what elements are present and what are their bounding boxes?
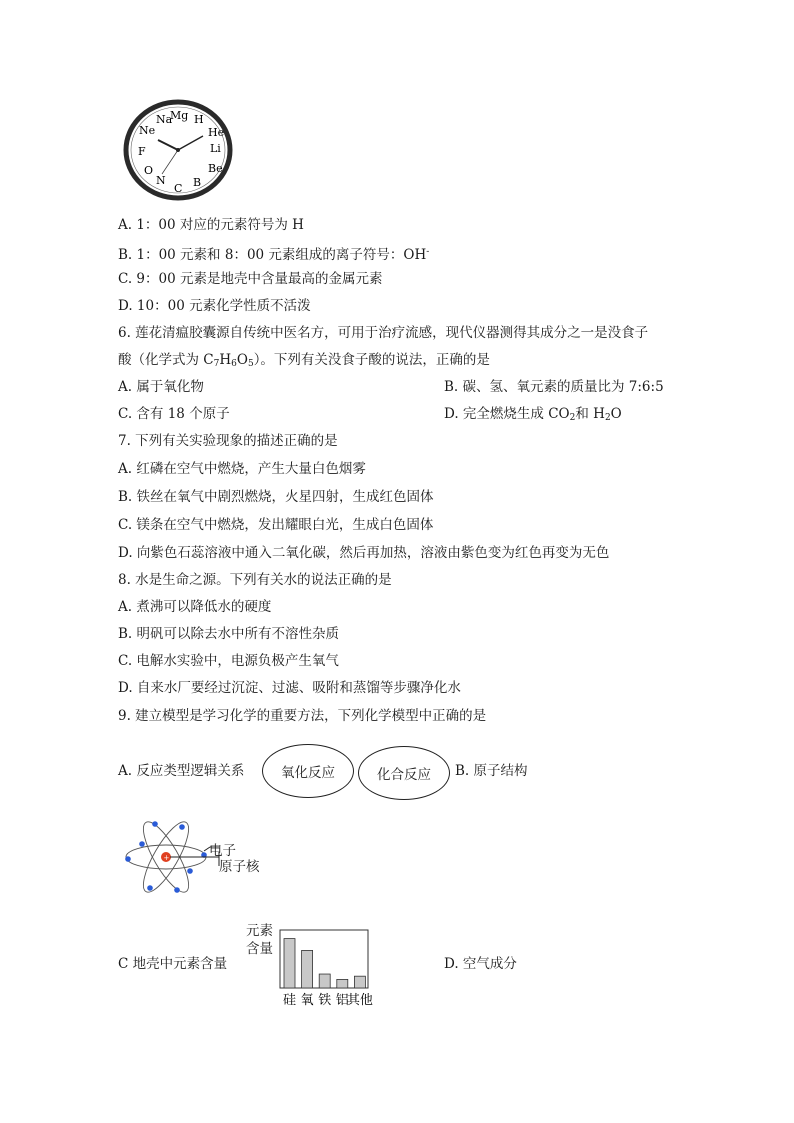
q6-stem-line1: 6. 莲花清瘟胶囊源自传统中医名方，可用于治疗流感，现代仪器测得其成分之一是没食子 — [118, 325, 649, 341]
clock-label: C — [174, 182, 183, 195]
ellipse-combination-reaction: 化合反应 — [358, 746, 450, 800]
q5-option-c: C. 9：00 元素是地壳中含量最高的金属元素 — [118, 271, 383, 287]
electron — [179, 824, 185, 830]
q6-option-b: B. 碳、氢、氧元素的质量比为 7:6:5 — [444, 379, 664, 395]
chart-tick-label: 氧 — [300, 993, 314, 1008]
q9-option-c-label: C 地壳中元素含量 — [118, 956, 228, 972]
chart-bar — [284, 939, 295, 988]
q9-option-d-label: D. 空气成分 — [444, 956, 517, 972]
q8-option-b: B. 明矾可以除去水中所有不溶性杂质 — [118, 626, 340, 642]
chart-bar — [354, 976, 365, 988]
chart-bar — [302, 950, 313, 988]
chart-tick-label: 铝 — [335, 993, 349, 1008]
q7-option-c: C. 镁条在空气中燃烧，发出耀眼白光，生成白色固体 — [118, 517, 434, 533]
clock-label: Na — [156, 113, 173, 126]
clock-label: Li — [210, 142, 221, 155]
electron — [187, 868, 193, 874]
q7-stem: 7. 下列有关实验现象的描述正确的是 — [118, 433, 338, 449]
q5-option-b: B. 1：00 元素和 8：00 元素组成的离子符号：OH- — [118, 247, 430, 263]
q8-option-d: D. 自来水厂要经过沉淀、过滤、吸附和蒸馏等步骤净化水 — [118, 680, 461, 696]
q7-option-a: A. 红磷在空气中燃烧，产生大量白色烟雾 — [118, 461, 366, 477]
q9-option-a-label: A. 反应类型逻辑关系 — [118, 763, 245, 779]
q5-option-d: D. 10：00 元素化学性质不活泼 — [118, 298, 311, 314]
q9-stem: 9. 建立模型是学习化学的重要方法，下列化学模型中正确的是 — [118, 708, 487, 724]
clock-label: N — [156, 174, 166, 187]
q9-option-b-label: B. 原子结构 — [455, 763, 528, 779]
electron — [174, 887, 180, 893]
q7-option-d: D. 向紫色石蕊溶液中通入二氧化碳，然后再加热，溶液由紫色变为红色再变为无色 — [118, 545, 610, 561]
electron — [139, 841, 145, 847]
ellipse-oxidation-reaction: 氧化反应 — [262, 744, 354, 798]
chart-bar — [337, 979, 348, 988]
q6-option-c: C. 含有 18 个原子 — [118, 406, 230, 422]
clock-label: O — [144, 164, 154, 177]
chart-tick-label: 铁 — [318, 993, 332, 1008]
electron — [125, 856, 131, 862]
crust-element-bar-chart — [278, 928, 374, 1010]
q8-stem: 8. 水是生命之源。下列有关水的说法正确的是 — [118, 572, 392, 588]
clock-label: H — [194, 113, 204, 126]
electron — [152, 821, 158, 827]
chart-tick-label: 硅 — [282, 993, 297, 1008]
q6-option-d: D. 完全燃烧生成 $CO_2$和 $H_2O$ — [444, 406, 622, 423]
svg-text:+: + — [163, 854, 170, 862]
q6-option-a: A. 属于氧化物 — [118, 379, 204, 395]
q5-option-a: A. 1：00 对应的元素符号为 H — [118, 217, 304, 233]
atom-label-nucleus: 原子核 — [219, 859, 260, 875]
q8-option-a: A. 煮沸可以降低水的硬度 — [118, 599, 272, 615]
clock-label: Ne — [139, 124, 156, 137]
chart-tick-label: 其他 — [346, 993, 373, 1008]
clock-label: Be — [208, 162, 223, 175]
clock-label: He — [208, 126, 225, 139]
q7-option-b: B. 铁丝在氧气中剧烈燃烧，火星四射，生成红色固体 — [118, 489, 434, 505]
clock-label: B — [193, 176, 202, 189]
q6-stem-line2: 酸（化学式为 $C_7H_6O_5$）。下列有关没食子酸的说法，正确的是 — [118, 352, 490, 369]
q8-option-c: C. 电解水实验中，电源负极产生氧气 — [118, 653, 339, 669]
element-clock — [122, 98, 234, 202]
chart-bar — [319, 974, 330, 988]
electron — [147, 885, 153, 891]
clock-label: Mg — [170, 109, 189, 122]
chart-ylabel: 元素 含量 — [246, 923, 273, 957]
clock-label: F — [138, 145, 146, 158]
atom-label-electron: 电子 — [209, 843, 236, 859]
